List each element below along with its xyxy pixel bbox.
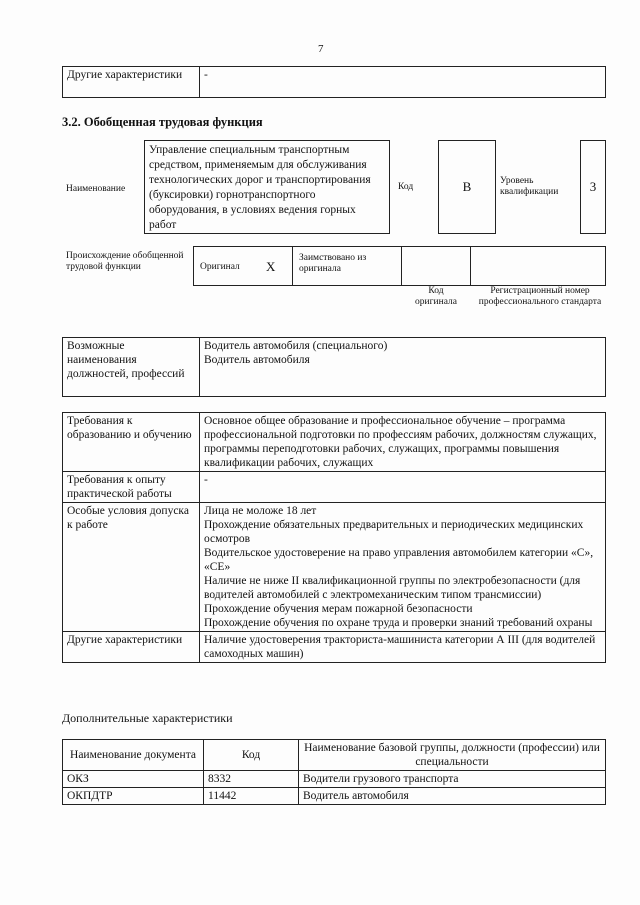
header-group: Наименование базовой группы, должности (профессии) или специальности <box>299 740 606 771</box>
cell-code: 11442 <box>204 788 299 805</box>
page-number: 7 <box>318 43 324 55</box>
name-label: Наименование <box>66 184 126 194</box>
reg-number-label: Регистрационный номер профессионального стандарта <box>478 286 602 307</box>
table-row <box>63 413 606 472</box>
row-value <box>200 632 606 663</box>
row-value <box>200 503 606 632</box>
function-name: Управление специальным транспортным средством, применяемым для обслуживания технологических дорог и транспортирования (буксировки) горнотранспортного оборудования, в условиях ведения горных работ <box>149 144 371 231</box>
row-value <box>200 413 606 472</box>
row-line: Лица не моложе 18 лет <box>204 505 317 517</box>
role-item: Водитель автомобиля <box>204 354 310 366</box>
original-label: Оригинал <box>200 262 240 272</box>
cell-group: Водители грузового транспорта <box>299 771 606 788</box>
row-label: Особые условия допуска к работе <box>63 503 200 632</box>
code-original-box <box>401 246 471 286</box>
row-label: Другие характеристики <box>63 632 200 663</box>
origin-label: Происхождение обобщенной трудовой функции <box>66 251 184 272</box>
code-original-label: Код оригинала <box>415 286 457 307</box>
table-row <box>63 788 606 805</box>
row-line: Водительское удостоверение на право управления автомобилем категории «С», «СЕ» <box>204 547 594 573</box>
code-box <box>438 140 496 234</box>
additional-characteristics-title: Дополнительные характеристики <box>62 711 233 725</box>
borrowed-label: Заимствовано из оригинала <box>299 253 367 274</box>
level-value: 3 <box>589 179 597 194</box>
other-characteristics-table <box>62 66 606 98</box>
table-row <box>63 503 606 632</box>
function-name-box <box>144 140 390 234</box>
row-label: Другие характеристики <box>63 67 200 98</box>
row-value: - <box>200 67 606 98</box>
row-line: Прохождение обучения по охране труда и проверки знаний требований охраны <box>204 617 593 629</box>
original-box <box>193 246 293 286</box>
level-box <box>580 140 606 234</box>
additional-characteristics-table <box>62 739 606 805</box>
cell-code: 8332 <box>204 771 299 788</box>
role-item: Водитель автомобиля (специального) <box>204 340 388 352</box>
row-value <box>200 472 606 503</box>
table-row <box>63 632 606 663</box>
roles-label: Возможные наименования должностей, профессий <box>63 338 200 397</box>
table-row <box>63 338 606 397</box>
original-mark: X <box>266 259 276 274</box>
roles-values <box>200 338 606 397</box>
header-code: Код <box>204 740 299 771</box>
table-row <box>63 472 606 503</box>
row-line: Прохождение обязательных предварительных и периодических медицинских осмотров <box>204 519 584 545</box>
row-label: Требования к опыту практической работы <box>63 472 200 503</box>
cell-document: ОКПДТР <box>63 788 204 805</box>
code-value: B <box>462 179 472 194</box>
row-label: Требования к образованию и обучению <box>63 413 200 472</box>
roles-table <box>62 337 606 397</box>
section-title: 3.2. Обобщенная трудовая функция <box>62 115 263 129</box>
requirements-table <box>62 412 606 663</box>
header-document: Наименование документа <box>63 740 204 771</box>
table-row <box>63 771 606 788</box>
row-line: Наличие не ниже II квалификационной группы по электробезопасности (для водителей автомобилей с электромеханическим типом трансмиссии) <box>204 575 581 601</box>
code-label: Код <box>398 182 414 192</box>
row-line: Основное общее образование и профессиональное обучение – программа профессиональной подготовки по профессиям рабочих, должностям служащих, программы переподготовки рабочих, служащих, программы повышения квалификации рабочих, служащих <box>204 415 597 469</box>
row-line: - <box>204 474 208 486</box>
table-row <box>63 67 606 98</box>
cell-document: ОКЗ <box>63 771 204 788</box>
reg-number-box <box>470 246 606 286</box>
level-label: Уровень квалификации <box>500 176 559 197</box>
row-line: Наличие удостоверения тракториста-машиниста категории А III (для водителей самоходных машин) <box>204 634 596 660</box>
cell-group: Водитель автомобиля <box>299 788 606 805</box>
table-header-row <box>63 740 606 771</box>
row-line: Прохождение обучения мерам пожарной безопасности <box>204 603 473 615</box>
borrowed-box <box>292 246 402 286</box>
